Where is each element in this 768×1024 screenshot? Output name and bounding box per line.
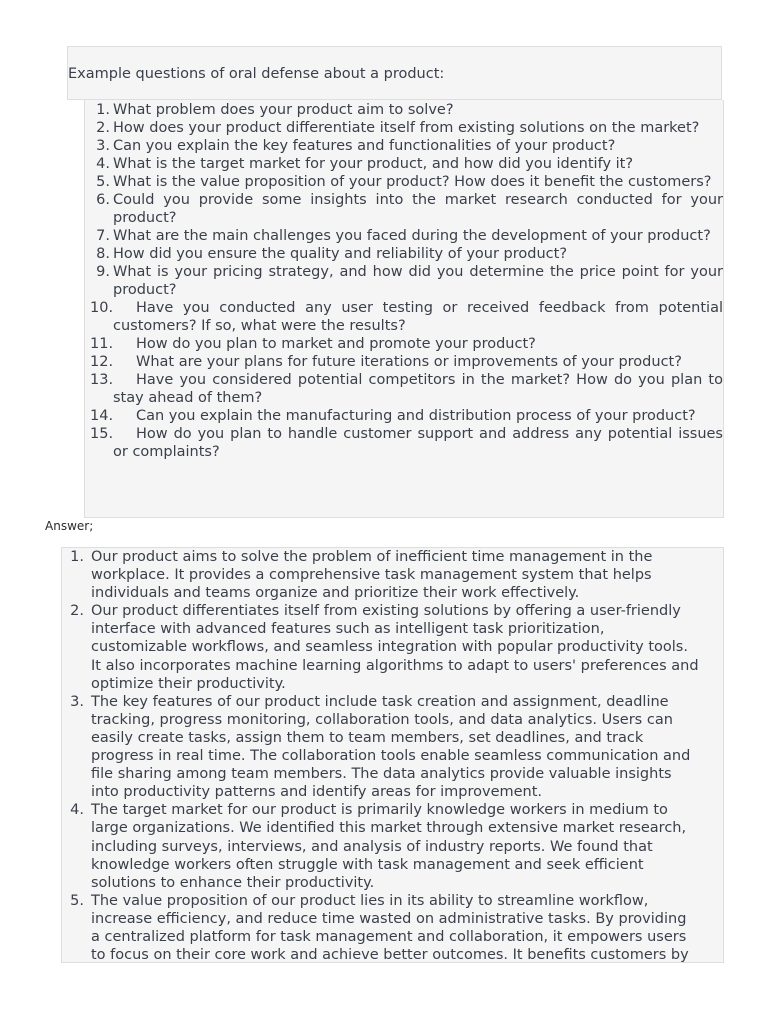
question-item [90,245,723,263]
question-number: 14. [90,408,114,424]
answer-line: easily create tasks, assign them to team members, set deadlines, and track [91,729,644,746]
question-text: Have you conducted any user testing or received feedback from potential customers? If so, what were the results? [113,300,723,334]
question-item [90,227,723,245]
question-number: 6. [96,192,110,208]
answer-line: Our product differentiates itself from existing solutions by offering a user-friendly [91,603,681,620]
question-item [90,119,723,137]
answer-item [66,892,724,963]
answer-line: progress in real time. The collaboration tools enable seamless communication and [91,748,691,765]
answer-line: The key features of our product include task creation and assignment, deadline [91,693,669,710]
question-number: 2. [96,120,110,136]
question-item [90,353,723,371]
question-number: 11. [90,336,114,352]
answer-line: Our product aims to solve the problem of inefficient time management in the [91,549,653,565]
question-number: 15. [90,426,114,442]
answer-line: workplace. It provides a comprehensive task management system that helps [91,567,652,584]
answer-line: large organizations. We identified this market through extensive market research, [91,820,687,837]
answer-item [66,801,724,891]
question-number: 10. [90,300,114,316]
question-text: What are your plans for future iterations or improvements of your product? [136,354,682,370]
answer-item [66,693,724,802]
question-text: How do you plan to handle customer support and address any potential issues or complaints? [113,426,723,460]
question-text: How do you plan to market and promote your product? [136,336,536,352]
question-item [90,191,723,227]
answer-line: to focus on their core work and achieve better outcomes. It benefits customers by [91,947,689,963]
answer-line: tracking, progress monitoring, collaboration tools, and data analytics. Users can [91,711,673,728]
question-item [90,263,723,299]
question-item [90,407,723,425]
question-item [90,299,723,335]
answer-line: interface with advanced features such as intelligent task prioritization, [91,621,605,638]
question-number: 3. [96,138,110,154]
answer-label: Answer; [45,519,94,533]
question-text: What is the target market for your product, and how did you identify it? [113,156,634,172]
questions-list [90,101,723,461]
answer-line: solutions to enhance their productivity. [91,874,375,891]
answer-number: 4. [70,802,84,819]
document-title: Example questions of oral defense about a product: [68,66,445,82]
question-number: 5. [96,174,110,190]
question-text: What problem does your product aim to solve? [113,102,454,118]
question-text: What is your pricing strategy, and how did you determine the price point for your product? [113,264,723,298]
question-number: 12. [90,354,114,370]
answer-line: file sharing among team members. The data analytics provide valuable insights [91,766,672,783]
answer-line: The target market for our product is primarily knowledge workers in medium to [91,802,668,819]
question-number: 9. [96,264,110,280]
answer-item [66,548,724,602]
question-text: Can you explain the key features and functionalities of your product? [113,138,616,154]
answer-line: The value proposition of our product lies in its ability to streamline workflow, [91,892,649,909]
question-item [90,335,723,353]
question-item [90,137,723,155]
answers-box [61,547,724,963]
answer-number: 3. [70,693,84,710]
answer-line: a centralized platform for task management and collaboration, it empowers users [91,928,687,945]
question-item [90,173,723,191]
question-number: 8. [96,246,110,262]
answer-number: 1. [70,549,84,565]
question-number: 4. [96,156,110,172]
question-number: 1. [96,102,110,118]
question-number: 13. [90,372,114,388]
header-box [67,46,722,100]
question-text: How did you ensure the quality and reliability of your product? [113,246,568,262]
question-number: 7. [96,228,110,244]
answers-list [66,548,724,963]
answer-line: into productivity patterns and identify areas for improvement. [91,784,543,801]
question-item [90,425,723,461]
answer-line: customizable workflows, and seamless integration with popular productivity tools. [91,639,688,656]
question-text: Could you provide some insights into the market research conducted for your product? [113,192,723,226]
question-text: Can you explain the manufacturing and distribution process of your product? [136,408,696,424]
answer-item [66,602,724,692]
answer-number: 5. [70,892,84,909]
question-item [90,155,723,173]
question-text: What are the main challenges you faced during the development of your product? [113,228,711,244]
answer-line: knowledge workers often struggle with task management and seek efficient [91,856,644,873]
question-item [90,101,723,119]
answer-line: individuals and teams organize and prioritize their work effectively. [91,585,580,602]
answer-line: including surveys, interviews, and analysis of industry reports. We found that [91,838,653,855]
question-text: How does your product differentiate itself from existing solutions on the market? [113,120,700,136]
answer-line: increase efficiency, and reduce time wasted on administrative tasks. By providing [91,910,687,927]
questions-box [84,100,724,518]
answer-line: It also incorporates machine learning algorithms to adapt to users' preferences and [91,657,699,674]
answer-number: 2. [70,603,84,620]
question-text: What is the value proposition of your product? How does it benefit the customers? [113,174,712,190]
question-item [90,371,723,407]
answer-line: optimize their productivity. [91,675,286,692]
question-text: Have you considered potential competitors in the market? How do you plan to stay ahead of them? [113,372,723,406]
